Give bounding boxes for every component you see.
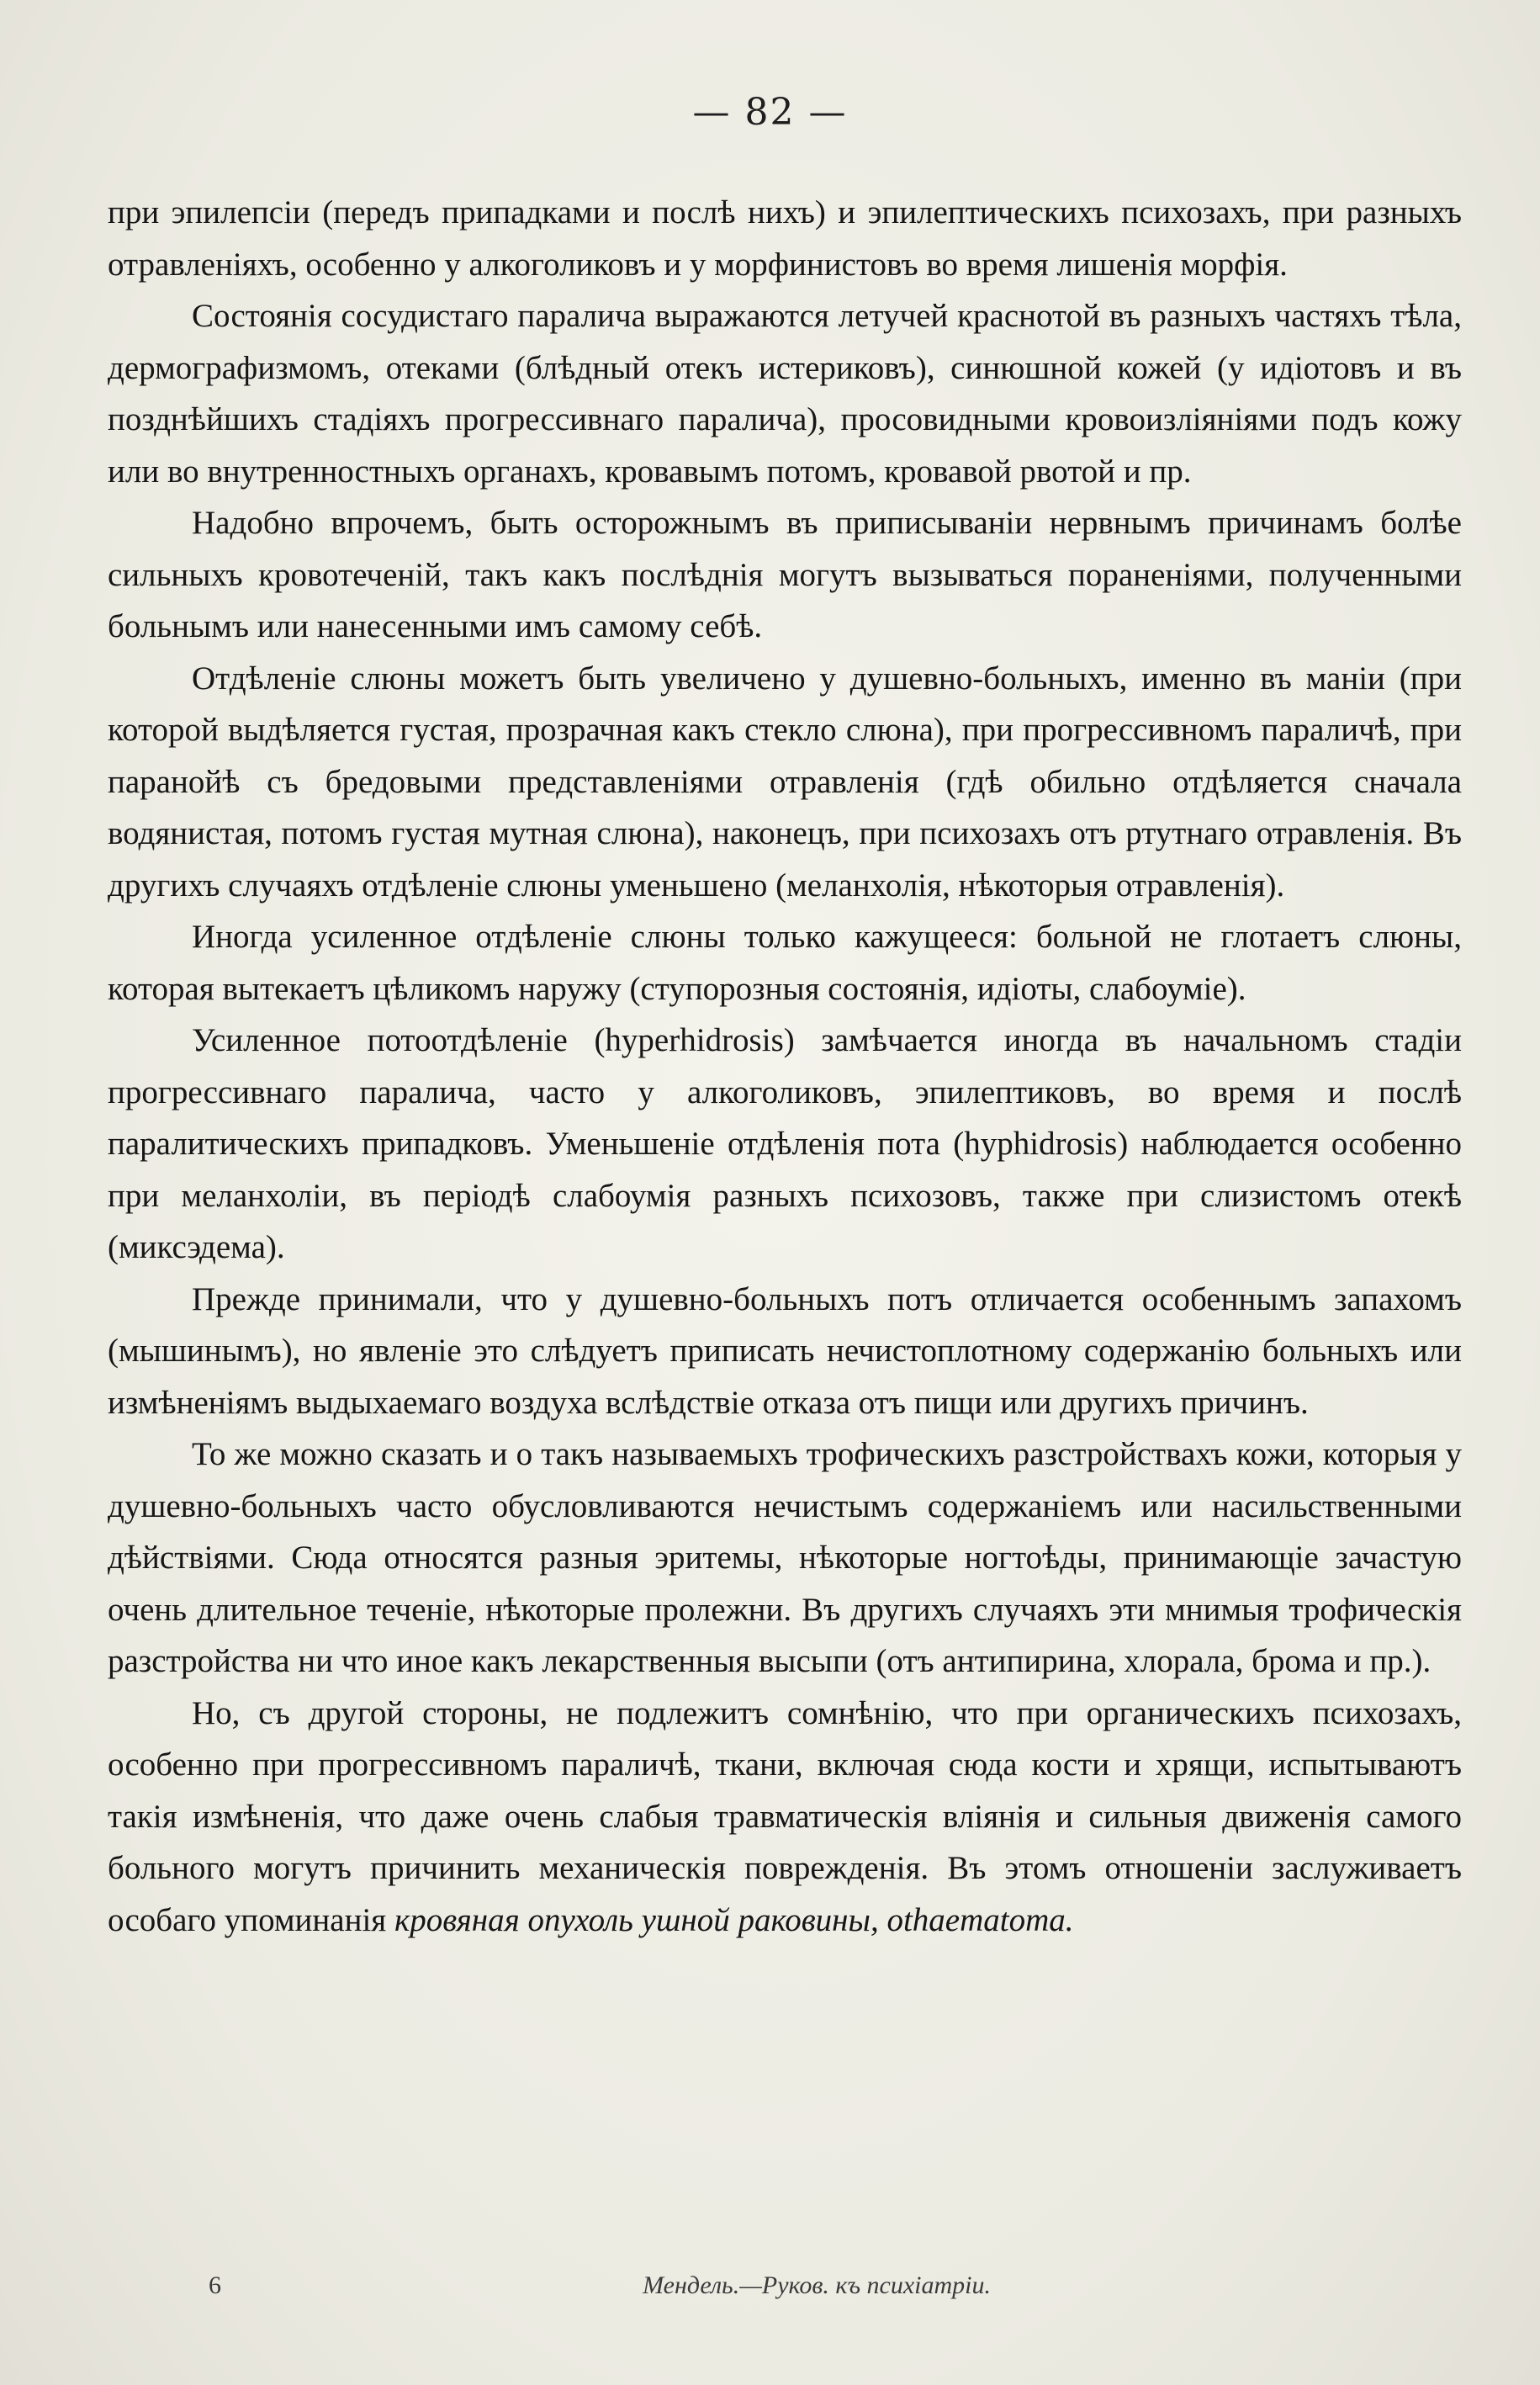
page-number: — 82 —: [692, 91, 848, 134]
paragraph: То же можно сказать и о такъ называемыхъ трофическихъ разстройствахъ кожи, которыя у душевно-больныхъ часто обусловливаются нечистымъ содержаніемъ или насильственными дѣйствіями. Сюда относятся разныя эритемы, нѣкоторые ногтоѣды, принимающіе зачастую очень длительное теченіе, нѣкоторые пролежни. Въ другихъ случаяхъ эти мнимыя трофическія разстройства ни что иное какъ лекарственныя высыпи (отъ антипирина, хлорала, брома и пр.).: [108, 1436, 1462, 1679]
paragraph: Состоянія сосудистаго паралича выражаются летучей краснотой въ разныхъ частяхъ тѣла, дермографизмомъ, отеками (блѣдный отекъ истериковъ), синюшной кожей (у идіотовъ и въ позднѣйшихъ стадіяхъ прогрессивнаго паралича), просовидными кровоизліяніями подъ кожу или во внутренностныхъ органахъ, кровавымъ потомъ, кровавой рвотой и пр.: [108, 298, 1462, 490]
running-source: Мендель.—Руков. къ психіатріи.: [643, 2271, 991, 2299]
paragraph: Иногда усиленное отдѣленіе слюны только кажущееся: больной не глотаетъ слюны, которая вытекаетъ цѣликомъ наружу (ступорозныя состоянія, идіоты, слабоуміе).: [108, 919, 1462, 1007]
paragraph: Прежде принимали, что у душевно-больныхъ потъ отличается особеннымъ запахомъ (мышинымъ), но явленіе это слѣдуетъ приписать нечистоплотному содержанію больныхъ или измѣненіямъ выдыхаемаго воздуха вслѣдствіе отказа отъ пищи или другихъ причинъ.: [108, 1280, 1462, 1421]
italic-term: кровяная опухоль ушной раковины, othaematoma.: [394, 1901, 1074, 1938]
body-text: [108, 187, 1462, 1946]
paragraph: [108, 1688, 1462, 1947]
signature-mark: 6: [209, 2271, 221, 2299]
paragraph: Надобно впрочемъ, быть осторожнымъ въ приписываніи нервнымъ причинамъ болѣе сильныхъ кровотеченій, такъ какъ послѣднія могутъ вызываться пораненіями, полученными больнымъ или нанесенными имъ самому себѣ.: [108, 505, 1462, 644]
paragraph: Отдѣленіе слюны можетъ быть увеличено у душевно-больныхъ, именно въ маніи (при которой выдѣляется густая, прозрачная какъ стекло слюна), при прогрессивномъ параличѣ, при паранойѣ съ бредовыми представленіями отравленія (гдѣ обильно отдѣляется сначала водянистая, потомъ густая мутная слюна), наконецъ, при психозахъ отъ ртутнаго отравленія. Въ другихъ случаяхъ отдѣленіе слюны уменьшено (меланхолія, нѣкоторыя отравленія).: [108, 660, 1462, 904]
paragraph: при эпилепсіи (передъ припадками и послѣ нихъ) и эпилептическихъ психозахъ, при разныхъ отравленіяхъ, особенно у алкоголиковъ и у морфинистовъ во время лишенія морфія.: [108, 194, 1462, 283]
paragraph: Усиленное потоотдѣленіе (hyperhidrosis) замѣчается иногда въ начальномъ стадіи прогрессивнаго паралича, часто у алкоголиковъ, эпилептиковъ, во время и послѣ паралитическихъ припадковъ. Уменьшеніе отдѣленія пота (hyphidrosis) наблюдается особенно при меланхоліи, въ періодѣ слабоумія разныхъ психозовъ, также при слизистомъ отекѣ (миксэдема).: [108, 1022, 1462, 1265]
paragraph-text: Но, съ другой стороны, не подлежитъ сомнѣнію, что при органическихъ психозахъ, особенно при прогрессивномъ параличѣ, ткани, включая сюда кости и хрящи, испытываютъ такія измѣненія, что даже очень слабыя травматическія вліянія и сильныя движенія самого больного могутъ причинить механическія поврежденія. Въ этомъ отношеніи заслуживаетъ особаго упоминанія: [108, 1694, 1462, 1938]
